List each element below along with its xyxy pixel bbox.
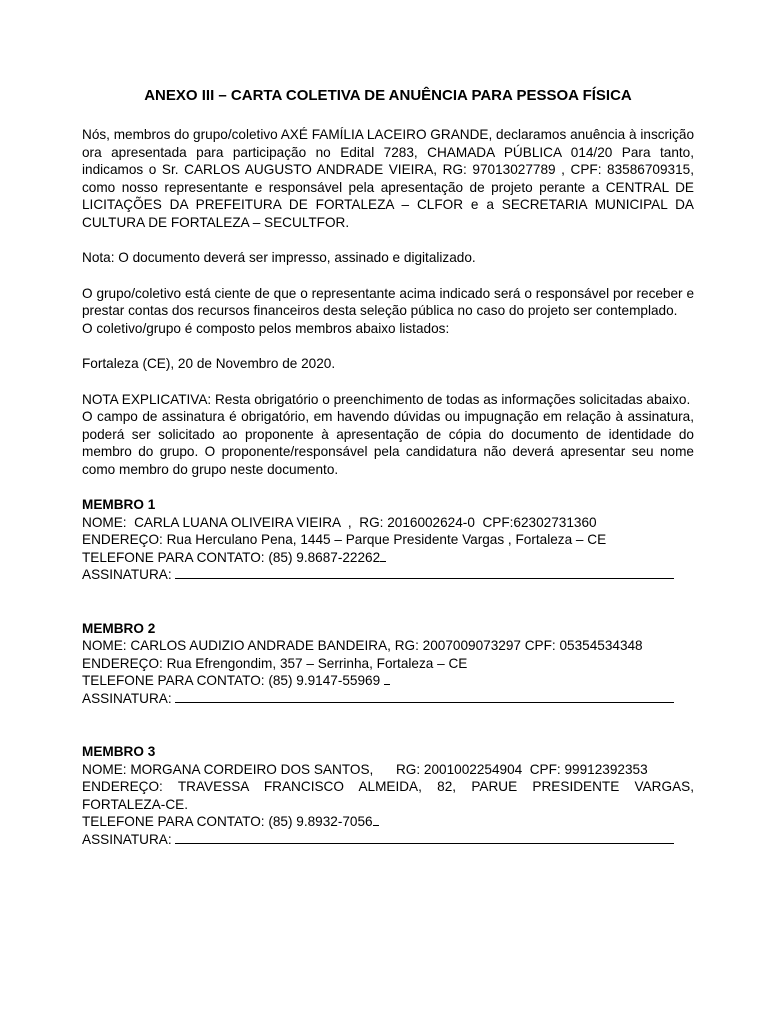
signature-field[interactable] <box>175 690 674 703</box>
member-name-text: NOME: CARLA LUANA OLIVEIRA VIEIRA , RG: 2016002624-0 CPF:62302731360 <box>82 514 597 530</box>
member-address-line <box>82 655 694 673</box>
signature-field[interactable] <box>175 831 674 844</box>
signature-label: ASSINATURA: <box>82 567 176 582</box>
member-phone-line <box>82 672 694 690</box>
member-block-3 <box>82 743 694 848</box>
place-date: Fortaleza (CE), 20 de Novembro de 2020. <box>82 356 336 371</box>
member-name-line <box>82 761 694 779</box>
member-name-line <box>82 637 694 655</box>
awareness-paragraph: O grupo/coletivo está ciente de que o representante acima indicado será o responsável por receber e prestar contas dos recursos financeiros desta seleção pública no caso do projeto ser contemplado. <box>82 285 694 318</box>
spacer <box>82 707 694 743</box>
composition-paragraph: O coletivo/grupo é composto pelos membros abaixo listados: <box>82 320 450 336</box>
signature-note: O campo de assinatura é obrigatório, em havendo dúvidas ou impugnação em relação à assinatura, poderá ser solicitado ao proponente à apresentação de cópia do documento de identidade do membro do grupo. O proponente/responsável pela candidatura não deverá apresentar seu nome como membro do grupo neste documento. <box>82 409 694 477</box>
spacer <box>82 478 694 496</box>
phone-underline <box>373 813 379 826</box>
member-address-line <box>82 531 694 549</box>
spacer <box>82 267 694 285</box>
intro-paragraph: Nós, membros do grupo/coletivo AXÉ FAMÍLIA LACEIRO GRANDE, declaramos anuência à inscrição ora apresentada para participação no Edital 7283, CHAMADA PÚBLICA 014/20 Para tanto, indicamos o Sr. CARLOS AUGUSTO ANDRADE VIEIRA, RG: 97013027789 , CPF: 83586709315, como nosso representante e responsável pela apresentação de projeto perante a CENTRAL DE LICITAÇÕES DA PREFEITURA DE FORTALEZA – CLFOR e a SECRETARIA MUNICIPAL DA CULTURA DE FORTALEZA – SECULTFOR. <box>82 127 694 230</box>
spacer <box>82 337 694 355</box>
member-phone-line <box>82 549 694 567</box>
member-phone-text: TELEFONE PARA CONTATO: (85) 9.9147-55969 <box>82 673 384 688</box>
member-signature-line <box>82 690 694 708</box>
member-name-text: NOME: MORGANA CORDEIRO DOS SANTOS, RG: 2001002254904 CPF: 99912392353 <box>82 761 648 777</box>
member-block-1 <box>82 496 694 584</box>
member-signature-line <box>82 831 694 849</box>
member-heading: MEMBRO 3 <box>82 744 156 759</box>
member-heading: MEMBRO 2 <box>82 620 156 636</box>
spacer <box>82 231 694 249</box>
member-name-line <box>82 514 694 532</box>
member-address-text: ENDEREÇO: Rua Herculano Pena, 1445 – Parque Presidente Vargas , Fortaleza – CE <box>82 532 607 547</box>
member-name-text: NOME: CARLOS AUDIZIO ANDRADE BANDEIRA, RG: 2007009073297 CPF: 05354534348 <box>82 638 643 653</box>
document-page <box>82 86 694 848</box>
phone-underline <box>380 549 386 562</box>
member-address-line: ENDEREÇO: TRAVESSA FRANCISCO ALMEIDA, 82, PARUE PRESIDENTE VARGAS, FORTALEZA-CE. <box>82 779 694 812</box>
spacer <box>82 584 694 620</box>
member-block-2 <box>82 620 694 708</box>
document-title: ANEXO III – CARTA COLETIVA DE ANUÊNCIA PARA PESSOA FÍSICA <box>144 87 632 104</box>
member-phone-text: TELEFONE PARA CONTATO: (85) 9.8932-7056 <box>82 814 373 829</box>
signature-field[interactable] <box>175 566 674 579</box>
signature-label: ASSINATURA: <box>82 690 176 706</box>
spacer <box>82 373 694 391</box>
member-heading: MEMBRO 1 <box>82 497 156 512</box>
member-address-text: ENDEREÇO: Rua Efrengondim, 357 – Serrinha, Fortaleza – CE <box>82 655 468 671</box>
phone-underline <box>384 672 390 685</box>
member-signature-line <box>82 566 694 584</box>
member-phone-line <box>82 813 694 831</box>
explanatory-note: NOTA EXPLICATIVA: Resta obrigatório o preenchimento de todas as informações solicitadas abaixo. <box>82 391 691 407</box>
note-paragraph: Nota: O documento deverá ser impresso, assinado e digitalizado. <box>82 250 476 265</box>
signature-label: ASSINATURA: <box>82 831 176 847</box>
member-phone-text: TELEFONE PARA CONTATO: (85) 9.8687-22262 <box>82 549 381 565</box>
